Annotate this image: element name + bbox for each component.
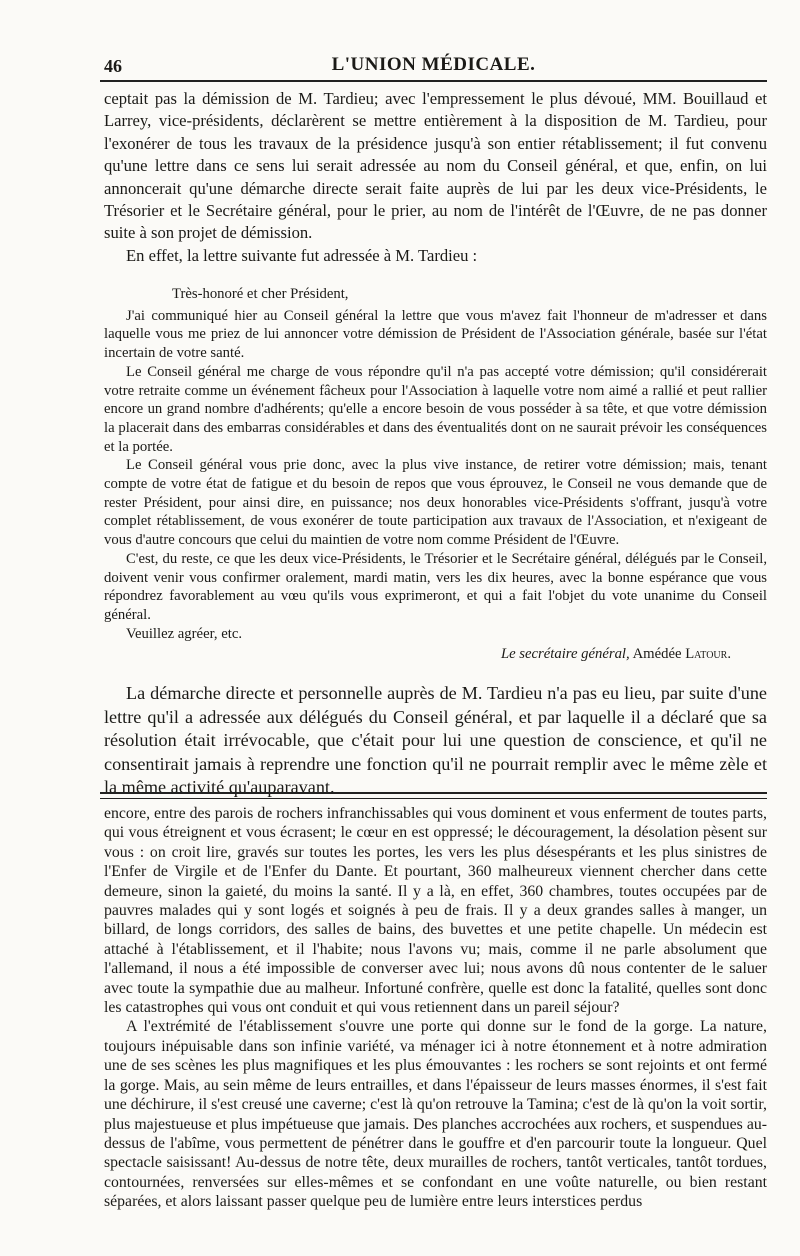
conclusion-block <box>104 682 767 800</box>
feuilleton <box>104 804 767 1212</box>
page-number: 46 <box>104 56 122 76</box>
signature-first-name: Amédée <box>632 646 682 663</box>
journal-title: L'UNION MÉDICALE. <box>331 54 536 75</box>
letter-intro: En effet, la lettre suivante fut adressée à M. Tardieu : <box>126 245 478 265</box>
signature-role: Le secrétaire général, <box>500 646 630 663</box>
feuilleton-paragraph: A l'extrémité de l'établissement s'ouvre une porte qui donne sur le fond de la gorge. La nature, toujours inépuisable dans son infinie variété, va ménager ici à notre étonnement et à notre admiration une de ses scènes les plus magnifiques et les plus émouvantes : les rochers se sont rejoints et ont fermé la gorge. Mais, au sein même de leurs entrailles, et dans l'épaisseur de leurs masses énormes, il s'est fait une déchirure, il s'est creusé une caverne; c'est là qu'on retrouve la Tamina; c'est de là qu'on la voit sortir, plus majestueuse et plus impétueuse que jamais. Des planches accrochées aux rochers, et suspendues au-dessus de l'abîme, vous permettent de pénétrer dans le gouffre et d'en parcourir toute la longueur. Quel spectacle saisissant! Au-dessus de notre tête, deux murailles de rochers, tantôt verticales, tantôt tordues, contournées, renversées sur elles-mêmes et se confondant en une voûte naturelle, ou bien restant séparées, et alors laissant passer quelque peu de lumière entre leurs interstices perdus <box>104 1018 767 1211</box>
letter-paragraph: J'ai communiqué hier au Conseil général la lettre que vous m'avez fait l'honneur de m'adresser et dans laquelle vous me priez de lui annoncer votre démission de Président de l'Association générale, basée sur l'état incertain de votre santé. <box>104 307 767 362</box>
running-header <box>100 48 767 78</box>
feuilleton-separator <box>100 792 767 799</box>
feuilleton-paragraph: encore, entre des parois de rochers infranchissables qui vous dominent et vous enferment de toutes parts, qui vous étreignent et vous écrasent; le cœur en est oppressé; le découragement, la désolation pèsent sur vous : on croit lire, gravés sur toutes les portes, les vers les plus désespérants et les plus sinistres de l'Enfer de Virgile et de l'Enfer du Dante. Et pourtant, 360 malheureux viennent chercher dans cette demeure, sinon la gaieté, du moins la santé. Il y a là, en effet, 360 chambres, toutes occupées par de pauvres malades qui y sont logés et soignés à peu de frais. Il y a deux grandes salles à manger, un billard, de longs corridors, des salles de bains, des buvettes et une petite chapelle. Un médecin est attaché à l'établissement, et il l'habite; nous l'avons vu; mais, comme il ne parle absolument que l'allemand, il nous a été impossible de converser avec lui; nous avons dû nous contenter de le saluer avec toute la sympathie due au malheur. Infortuné confrère, quelle est donc la fatalité, quelles sont donc les catastrophes qui vous ont conduit et qui vous retiennent dans un pareil séjour? <box>104 805 767 1017</box>
header-rule <box>100 80 767 82</box>
letter-signature <box>104 645 767 664</box>
main-text <box>104 88 767 267</box>
letter <box>104 285 767 664</box>
letter-salutation: Très-honoré et cher Président, <box>172 286 349 302</box>
signature-last-name: Latour. <box>685 646 731 663</box>
letter-paragraph: Le Conseil général vous prie donc, avec la plus vive instance, de retirer votre démission; mais, tenant compte de votre état de fatigue et du besoin de repos que vous éprouvez, le Conseil ne vous demande que de rester Président, pour ainsi dire, en puissance; nos deux honorables vice-Présidents s'offrant, jusqu'à votre complet rétablissement, de vous exonérer de toute participation aux travaux de l'Association, et n'exigeant de vous d'autre concours que celui du maintien de votre nom comme Président de l'Œuvre. <box>104 457 767 549</box>
conclusion-paragraph: La démarche directe et personnelle auprès de M. Tardieu n'a pas eu lieu, par suite d'une lettre qu'il a adressée aux délégués du Conseil général, et par laquelle il a déclaré que sa résolution était irrévocable, que c'était pour lui une question de conscience, et qu'il ne consentirait jamais à reprendre une fonction qu'il ne pourrait remplir avec le même zèle et la même activité qu'auparavant. <box>104 683 767 797</box>
intro-paragraph: ceptait pas la démission de M. Tardieu; avec l'empressement le plus dévoué, MM. Bouillaud et Larrey, vice-présidents, déclarèrent se mettre entièrement à la disposition de M. Tardieu, pour l'exonérer de tous les travaux de la présidence jusqu'à son entier rétablissement; il fut convenu qu'une lettre dans ce sens lui serait adressée au nom du Conseil général, et que, enfin, on lui annoncerait qu'une démarche directe serait faite auprès de lui par les deux vice-Présidents, le Trésorier et le Secrétaire général, pour le prier, au nom de l'intérêt de l'Œuvre, de ne pas donner suite à son projet de démission. <box>104 89 767 243</box>
letter-closing: Veuillez agréer, etc. <box>126 625 243 642</box>
letter-paragraph: Le Conseil général me charge de vous répondre qu'il n'a pas accepté votre démission; qu'il considérerait votre retraite comme un événement fâcheux pour l'Association à laquelle votre nom aimé a rallié et peut rallier encore un grand nombre d'adhérents; qu'elle a encore besoin de vous posséder à sa tête, et que votre démission la placerait dans des embarras considérables et dans des éventualités dont on ne saurait prévoir les conséquences et la portée. <box>104 363 767 455</box>
letter-paragraph: C'est, du reste, ce que les deux vice-Présidents, le Trésorier et le Secrétaire général, délégués par le Conseil, doivent venir vous confirmer oralement, mardi matin, vers les dix heures, avec la bonne espérance que vous répondrez favorablement au vœu qu'ils vous exprimeront, et qui a fait l'objet du vote unanime du Conseil général. <box>104 550 767 623</box>
